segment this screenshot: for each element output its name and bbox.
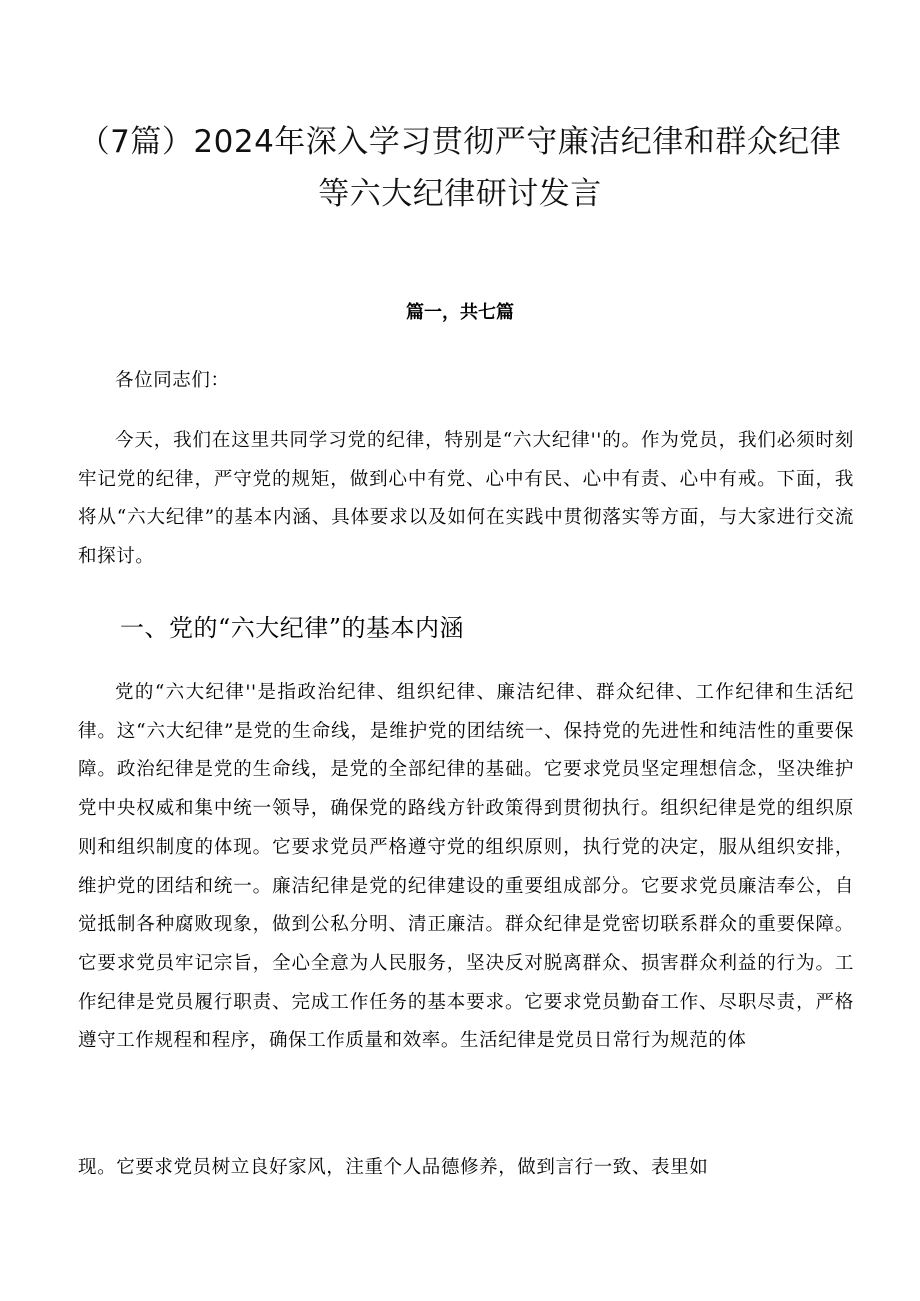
greeting: 各位同志们： bbox=[115, 370, 230, 391]
intro-paragraph: 今天，我们在这里共同学习党的纪律，特别是“六大纪律''的。作为党员，我们必须时刻牢记党的纪律，严守党的规矩，做到心中有党、心中有民、心中有责、心中有戒。下面，我将从“六大纪律”的基本内涵、具体要求以及如何在实践中贯彻落实等方面，与大家进行交流和探讨。 bbox=[78, 430, 854, 568]
body-paragraph-continuation: 现。它要求党员树立良好家风，注重个人品德修养，做到言行一致、表里如 bbox=[78, 1157, 709, 1178]
section-label: 篇一，共七篇 bbox=[406, 302, 514, 323]
section-heading-1: 一、党的“六大纪律”的基本内涵 bbox=[120, 614, 465, 642]
document-title: （7篇）2024年深入学习贯彻严守廉洁纪律和群众纪律等六大纪律研讨发言 bbox=[78, 124, 842, 212]
body-paragraph-1: 党的“六大纪律''是指政治纪律、组织纪律、廉洁纪律、群众纪律、工作纪律和生活纪律。这“六大纪律”是党的生命线，是维护党的团结统一、保持党的先进性和纯洁性的重要保障。政治纪律是党的生命线，是党的全部纪律的基础。它要求党员坚定理想信念，坚决维护党中央权威和集中统一领导，确保党的路线方针政策得到贯彻执行。组织纪律是党的组织原则和组织制度的体现。它要求党员严格遵守党的组织原则，执行党的决定，服从组织安排，维护党的团结和统一。廉洁纪律是党的纪律建设的重要组成部分。它要求党员廉洁奉公，自觉抵制各种腐败现象，做到公私分明、清正廉洁。群众纪律是党密切联系群众的重要保障。它要求党员牢记宗旨，全心全意为人民服务，坚决反对脱离群众、损害群众利益的行为。工作纪律是党员履行职责、完成工作任务的基本要求。它要求党员勤奋工作、尽职尽责，严格遵守工作规程和程序，确保工作质量和效率。生活纪律是党员日常行为规范的体 bbox=[78, 682, 854, 1052]
